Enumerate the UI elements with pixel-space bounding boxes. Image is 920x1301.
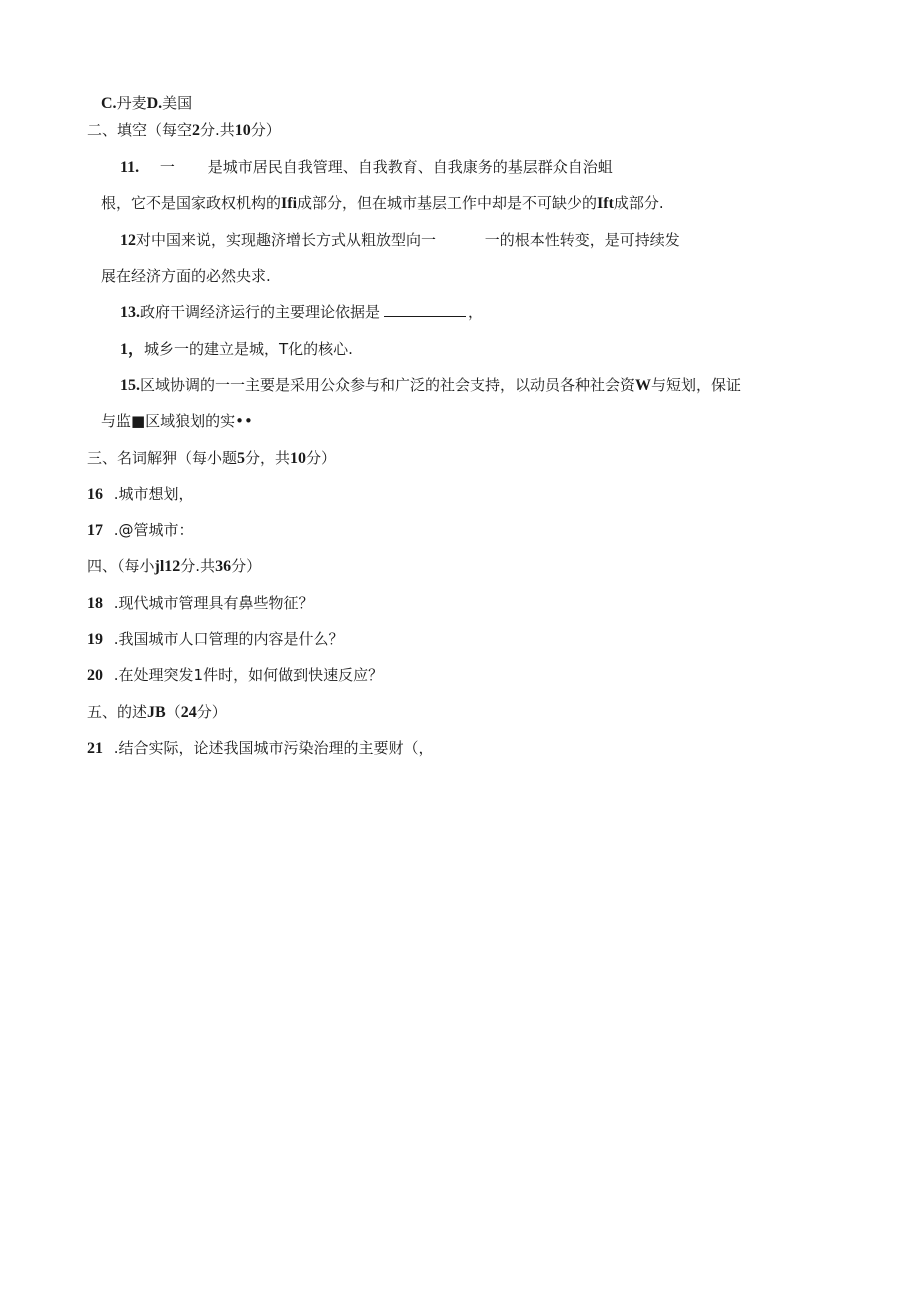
section-2-prefix: 二、填空（每空 bbox=[87, 121, 193, 139]
question-15-text-a: 区域协调的一一主要是采用公众参与和广泛的社会支持，以动员各种社会资 bbox=[140, 376, 636, 394]
question-21 bbox=[87, 738, 434, 759]
question-17 bbox=[87, 520, 194, 541]
section-3-suffix: 分） bbox=[306, 449, 337, 467]
section-4-prefix: 四、（每小 bbox=[87, 557, 155, 575]
section-5-suffix: 分） bbox=[196, 703, 227, 721]
question-15-continuation bbox=[101, 411, 253, 431]
question-11-dash: 一 bbox=[159, 158, 175, 176]
section-2-suffix: 分） bbox=[250, 121, 281, 139]
question-15-text-b: W bbox=[635, 377, 652, 394]
question-16-number: 16 bbox=[87, 486, 103, 503]
section-4-heading bbox=[87, 556, 261, 577]
question-12-continuation bbox=[101, 266, 271, 286]
q15-cont: 与监■区域狼划的实•• bbox=[101, 412, 253, 430]
option-d-label: D. bbox=[146, 95, 163, 112]
section-2-heading bbox=[87, 120, 281, 141]
q11-cont-c: 成部分，但在城市基层工作中却是不可缺少的 bbox=[297, 194, 598, 212]
question-11 bbox=[120, 157, 613, 178]
section-4-total: 36 bbox=[215, 558, 232, 575]
q11-cont-a: 根，它不是国家政权机构的 bbox=[101, 194, 282, 212]
section-2-score: 2 bbox=[192, 122, 201, 139]
option-d-text: 美国 bbox=[162, 94, 193, 112]
question-13-text: 政府干调经济运行的主要理论依据是 bbox=[140, 303, 381, 321]
question-19 bbox=[87, 629, 344, 650]
option-c-label: C. bbox=[101, 95, 117, 112]
question-21-number: 21 bbox=[87, 740, 103, 757]
question-12 bbox=[120, 230, 680, 251]
section-5-label: JB bbox=[147, 704, 166, 721]
question-19-number: 19 bbox=[87, 631, 103, 648]
question-18 bbox=[87, 593, 314, 614]
section-3-score: 5 bbox=[237, 450, 246, 467]
question-16-text: .城市想划， bbox=[113, 485, 194, 503]
question-12-text-a: 对中国来说，实现趣济增长方式从粗放型向一 bbox=[136, 231, 437, 249]
question-11-continuation bbox=[101, 193, 664, 214]
question-18-number: 18 bbox=[87, 595, 103, 612]
q11-cont-d: Ift bbox=[597, 195, 614, 212]
section-3-total: 10 bbox=[290, 450, 307, 467]
option-c-text: 丹麦 bbox=[116, 94, 147, 112]
question-17-number: 17 bbox=[87, 522, 103, 539]
question-21-text: .结合实际，论述我国城市污染治理的主要财（， bbox=[113, 739, 434, 757]
section-4-score: jl12 bbox=[154, 558, 181, 575]
question-16 bbox=[87, 484, 194, 505]
question-18-text: .现代城市管理具有鼻些物征？ bbox=[113, 594, 314, 612]
section-5-mid: （ bbox=[165, 703, 181, 721]
question-13-blank bbox=[384, 302, 466, 317]
question-12-number: 12 bbox=[120, 232, 136, 249]
question-14 bbox=[120, 339, 353, 360]
question-20-number: 20 bbox=[87, 667, 103, 684]
question-13-end: ， bbox=[468, 303, 484, 321]
question-12-text-b: 一的根本性转变，是可持续发 bbox=[484, 231, 680, 249]
question-19-text: .我国城市人口管理的内容是什么？ bbox=[113, 630, 344, 648]
question-17-text: .@管城市： bbox=[113, 521, 194, 539]
q11-cont-e: 成部分. bbox=[613, 194, 664, 212]
section-5-heading bbox=[87, 702, 227, 723]
section-5-prefix: 五、的述 bbox=[87, 703, 148, 721]
section-4-mid: 分.共 bbox=[180, 557, 216, 575]
question-13 bbox=[120, 302, 483, 323]
q12-cont: 展在经济方面的必然央求. bbox=[101, 267, 271, 285]
section-2-mid: 分.共 bbox=[200, 121, 235, 139]
question-20-text: .在处理突发1件时，如何做到快速反应？ bbox=[113, 666, 384, 684]
question-14-number: 1， bbox=[120, 341, 145, 358]
option-line-c-d bbox=[101, 93, 192, 114]
question-11-text: 是城市居民自我管理、自我教育、自我康务的基层群众自治蛆 bbox=[207, 158, 613, 176]
section-2-total: 10 bbox=[234, 122, 251, 139]
question-15 bbox=[120, 375, 741, 396]
question-13-number: 13. bbox=[120, 304, 140, 321]
q11-cont-b: Ifi bbox=[281, 195, 298, 212]
section-3-prefix: 三、名词解狎（每小题 bbox=[87, 449, 238, 467]
question-11-number: 11. bbox=[120, 159, 140, 176]
section-3-heading bbox=[87, 448, 336, 469]
question-15-text-c: 与短划，保证 bbox=[651, 376, 742, 394]
section-3-mid: 分，共 bbox=[245, 449, 291, 467]
question-20 bbox=[87, 665, 383, 686]
section-4-suffix: 分） bbox=[231, 557, 262, 575]
question-14-text: 城乡一的建立是城，T化的核心. bbox=[144, 340, 353, 358]
section-5-total: 24 bbox=[180, 704, 197, 721]
question-15-number: 15. bbox=[120, 377, 140, 394]
